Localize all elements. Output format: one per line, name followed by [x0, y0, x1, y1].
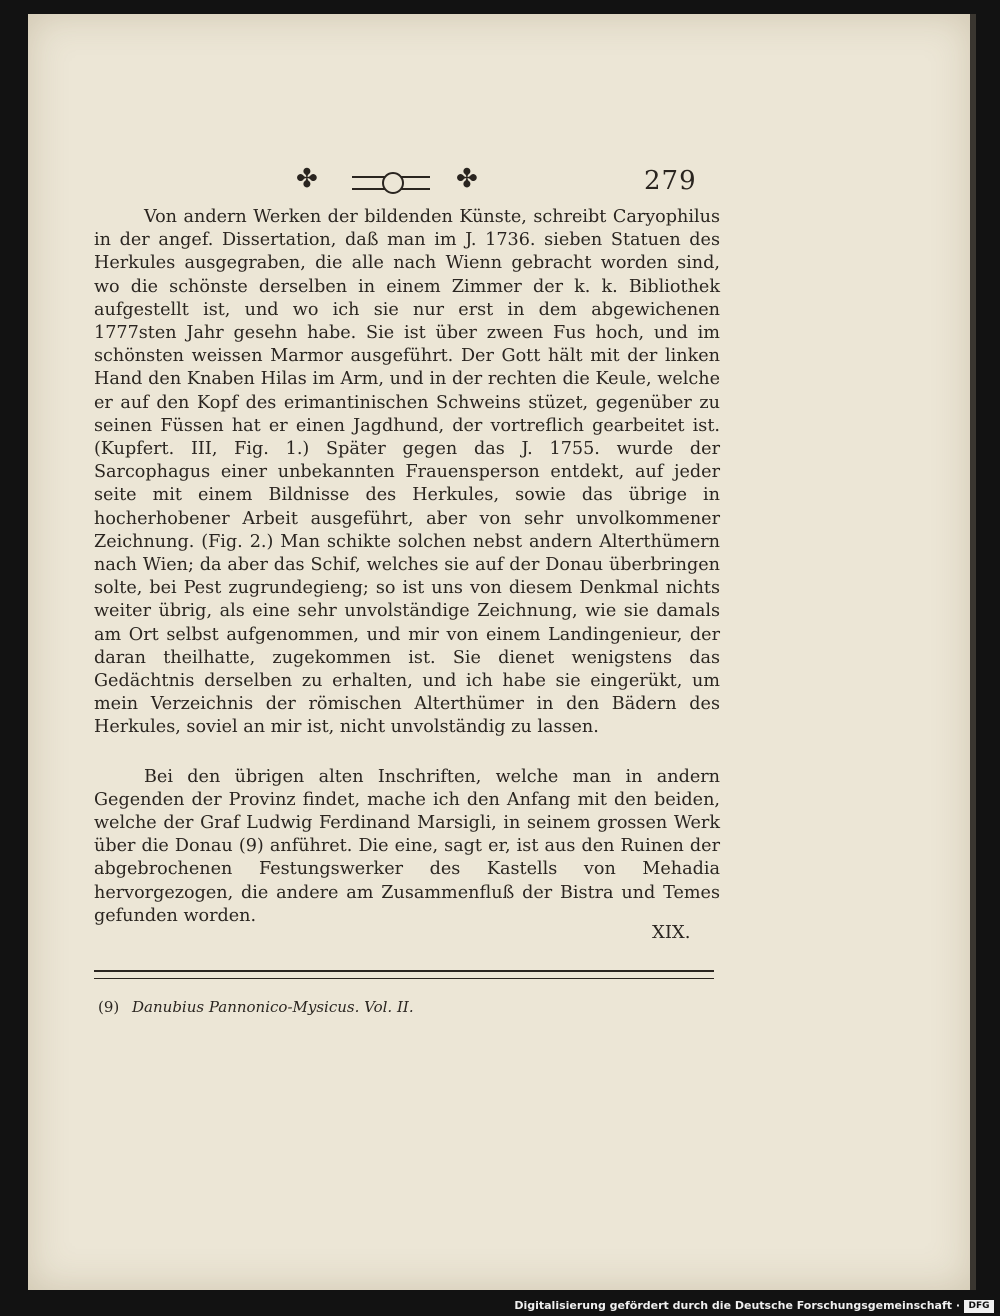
footnote-rule [94, 970, 714, 979]
footnote-mark: (9) [98, 998, 120, 1016]
ornament-center-icon [352, 176, 430, 190]
page-edge [970, 14, 976, 1290]
body-text [94, 206, 720, 928]
paragraph-2: Bei den übrigen alten Inschriften, welche man in andern Gegenden der Provinz findet, mache ich den Anfang mit den beiden, welche der Graf Ludwig Ferdinand Marsigli, in seinem grossen Werk über die Donau (9) anführet. Die eine, sagt er, ist aus den Ruinen der abgebrochenen Festungswerker des Kastells von Mehadia hervorgezogen, die andere am Zusammenfluß der Bistra und Temes gefunden worden. [94, 766, 720, 926]
page-number: 279 [644, 166, 697, 196]
footnote-text: Danubius Pannonico-Mysicus. Vol. II. [132, 998, 414, 1016]
footnote [98, 998, 414, 1016]
funding-credit: Digitalisierung gefördert durch die Deutsche Forschungsgemeinschaft · [514, 1299, 960, 1312]
catchword: XIX. [652, 922, 691, 943]
ornament-right-icon: ✤ [456, 164, 478, 194]
paragraph-1: Von andern Werken der bildenden Künste, schreibt Caryophilus in der angef. Dissertation, daß man im J. 1736. sieben Statuen des Herkules ausgegraben, die alle nach Wienn gebracht worden sind, wo die schönste derselben in einem Zimmer der k. k. Bibliothek aufgestellt ist, und wo ich sie nur erst in dem abgewichenen 1777sten Jahr gesehn habe. Sie ist über zween Fus hoch, und im schönsten weissen Marmor ausgeführt. Der Gott hält mit der linken Hand den Knaben Hilas im Arm, und in der rechten die Keule, welche er auf den Kopf des erimantinischen Schweins stüzet, gegenüber zu seinen Füssen hat er einen Jagdhund, der vortreflich gearbeitet ist. (Kupfert. III, Fig. 1.) Später gegen das J. 1755. wurde der Sarcophagus einer unbekannten Frauensperson entdekt, auf jeder seite mit einem Bildnisse des Herkules, sowie das übrige in hocherhobener Arbeit ausgeführt, aber von sehr unvolkommener Zeichnung. (Fig. 2.) Man schikte solchen nebst andern Alterthümern nach Wien; da aber das Schif, welches sie auf der Donau überbringen solte, bei Pest zugrundegieng; so ist uns von diesem Denkmal nichts weiter übrig, als eine sehr unvolständige Zeichnung, wie sie damals am Ort selbst aufgenommen, und mir von einem Landingenieur, der daran theilhatte, zugekommen ist. Sie dienet wenigstens das Gedächtnis derselben zu erhalten, und ich habe sie eingerükt, um mein Verzeichnis der römischen Alterthümer in den Bädern des Herkules, soviel an mir ist, nicht unvolständig zu lassen. [94, 207, 720, 738]
ornament-left-icon: ✤ [296, 164, 318, 194]
dfg-logo: DFG [964, 1300, 994, 1313]
